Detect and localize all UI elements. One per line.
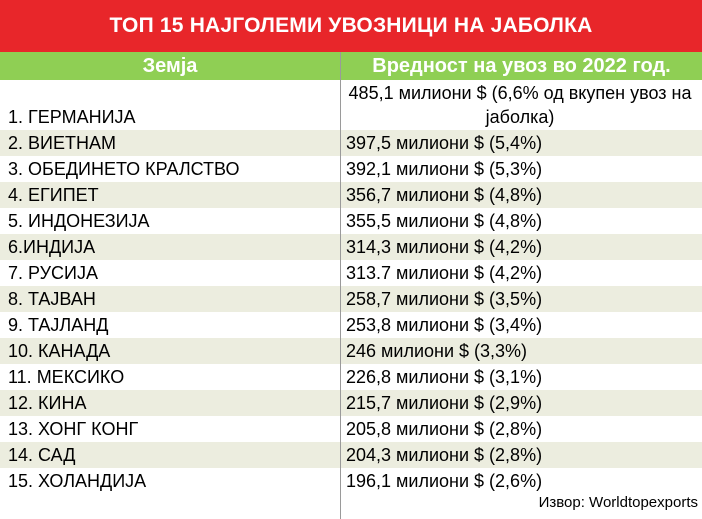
table-row — [0, 364, 702, 390]
table-title: ТОП 15 НАЈГОЛЕМИ УВОЗНИЦИ НА ЈАБОЛКА — [0, 0, 702, 52]
country-cell: 12. КИНА — [8, 393, 87, 413]
table-row — [0, 390, 702, 416]
country-cell: 7. РУСИЈА — [8, 263, 98, 283]
table-row — [0, 182, 702, 208]
country-cell: 5. ИНДОНЕЗИЈА — [8, 211, 150, 231]
table-row — [0, 442, 702, 468]
country-cell: 9. ТАЈЛАНД — [8, 315, 109, 335]
table-row — [0, 80, 702, 130]
table-row — [0, 260, 702, 286]
source-note: Извор: Worldtopexports — [538, 494, 698, 511]
table-row — [0, 130, 702, 156]
table-row — [0, 468, 702, 494]
value-cell: 392,1 милиони $ (5,3%) — [346, 159, 543, 179]
value-cell: 313.7 милиони $ (4,2%) — [346, 263, 543, 283]
column-header-value: Вредност на увоз во 2022 год. — [372, 55, 671, 77]
value-cell: 196,1 милиони $ (2,6%) — [346, 471, 543, 491]
country-cell: 14. САД — [8, 445, 76, 465]
table-row — [0, 234, 702, 260]
table-row — [0, 416, 702, 442]
value-cell: 205,8 милиони $ (2,8%) — [346, 419, 543, 439]
country-cell: 3. ОБЕДИНЕТО КРАЛСТВО — [8, 159, 240, 179]
value-cell: 215,7 милиони $ (2,9%) — [346, 393, 543, 413]
country-cell: 8. ТАЈВАН — [8, 289, 96, 309]
country-cell: 15. ХОЛАНДИЈА — [8, 471, 147, 491]
country-cell: 13. ХОНГ КОНГ — [8, 419, 139, 439]
table-row — [0, 156, 702, 182]
value-cell: 485,1 милиони $ (6,6% од вкупен увоз на јаболка) — [348, 83, 692, 127]
table-header — [0, 52, 702, 80]
country-cell: 6.ИНДИЈА — [8, 237, 96, 257]
value-cell: 355,5 милиони $ (4,8%) — [346, 211, 543, 231]
country-cell: 10. КАНАДА — [8, 341, 111, 361]
value-cell: 356,7 милиони $ (4,8%) — [346, 185, 543, 205]
value-cell: 314,3 милиони $ (4,2%) — [346, 237, 543, 257]
column-divider — [340, 52, 341, 519]
value-cell: 253,8 милиони $ (3,4%) — [346, 315, 543, 335]
country-cell: 1. ГЕРМАНИЈА — [8, 107, 136, 127]
value-cell: 226,8 милиони $ (3,1%) — [346, 367, 543, 387]
value-cell: 258,7 милиони $ (3,5%) — [346, 289, 543, 309]
value-cell: 246 милиони $ (3,3%) — [346, 341, 528, 361]
table-row — [0, 312, 702, 338]
value-cell: 397,5 милиони $ (5,4%) — [346, 133, 543, 153]
country-cell: 11. МЕКСИКО — [8, 367, 125, 387]
table-row — [0, 338, 702, 364]
value-cell: 204,3 милиони $ (2,8%) — [346, 445, 543, 465]
country-cell: 4. ЕГИПЕТ — [8, 185, 99, 205]
country-cell: 2. ВИЕТНАМ — [8, 133, 116, 153]
table-row — [0, 286, 702, 312]
table-row — [0, 208, 702, 234]
column-header-country: Земја — [142, 55, 198, 77]
